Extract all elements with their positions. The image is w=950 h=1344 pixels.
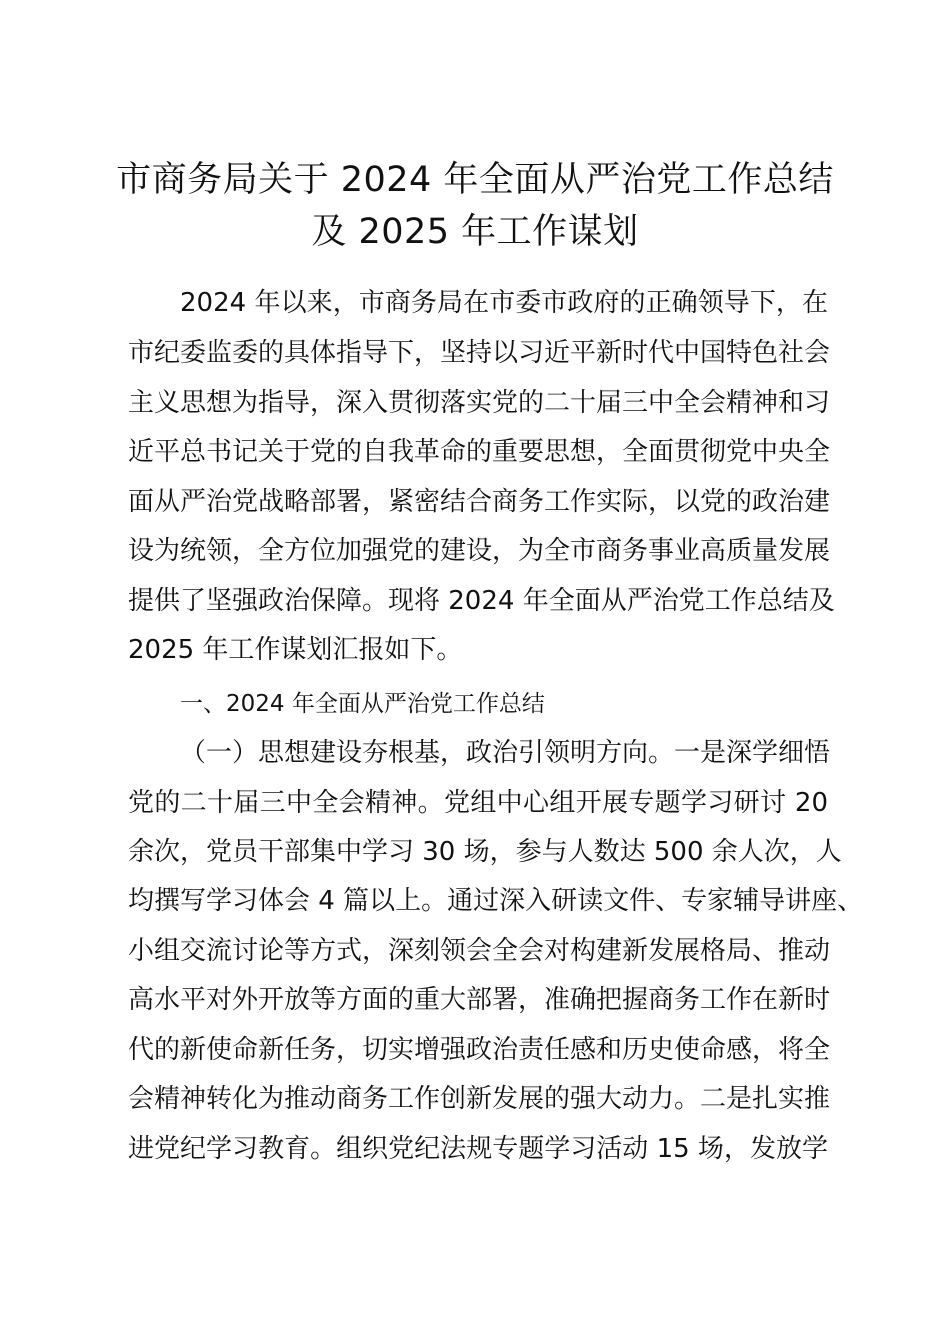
body-line-5: 小组交流讨论等方式，深刻领会全会对构建新发展格局、推动 [128,936,831,966]
section-heading: 一、2024 年全面从严治党工作总结 [180,691,545,717]
body-line-2: 党的二十届三中全会精神。党组中心组开展专题学习研讨 20 [128,788,828,818]
body-line-8: 会精神转化为推动商务工作创新发展的强大动力。二是扎实推 [128,1084,831,1114]
body-line-6: 高水平对外开放等方面的重大部署，准确把握商务工作在新时 [128,985,831,1015]
intro-line-8: 2025 年工作谋划汇报如下。 [128,635,463,665]
body-line-9: 进党纪学习教育。组织党纪法规专题学习活动 15 场，发放学 [128,1134,828,1164]
document-title-line-2: 及 2025 年工作谋划 [311,212,639,252]
intro-line-7: 提供了坚强政治保障。现将 2024 年全面从严治党工作总结及 [128,586,835,616]
body-line-7: 代的新使命新任务，切实增强政治责任感和历史使命感，将全 [128,1035,831,1065]
intro-line-1: 2024 年以来，市商务局在市委市政府的正确领导下，在 [180,288,828,318]
body-line-3: 余次，党员干部集中学习 30 场，参与人数达 500 余人次，人 [128,837,842,867]
intro-line-2: 市纪委监委的具体指导下，坚持以习近平新时代中国特色社会 [128,338,831,368]
intro-line-3: 主义思想为指导，深入贯彻落实党的二十届三中全会精神和习 [128,388,831,418]
intro-line-4: 近平总书记关于党的自我革命的重要思想，全面贯彻党中央全 [128,437,831,467]
document-title-line-1: 市商务局关于 2024 年全面从严治党工作总结 [116,160,834,200]
body-line-1: （一）思想建设夯根基，政治引领明方向。一是深学细悟 [180,738,831,768]
body-line-4: 均撰写学习体会 4 篇以上。通过深入研读文件、专家辅导讲座、 [128,886,864,916]
intro-line-5: 面从严治党战略部署，紧密结合商务工作实际，以党的政治建 [128,487,831,517]
intro-line-6: 设为统领，全方位加强党的建设，为全市商务事业高质量发展 [128,536,831,566]
